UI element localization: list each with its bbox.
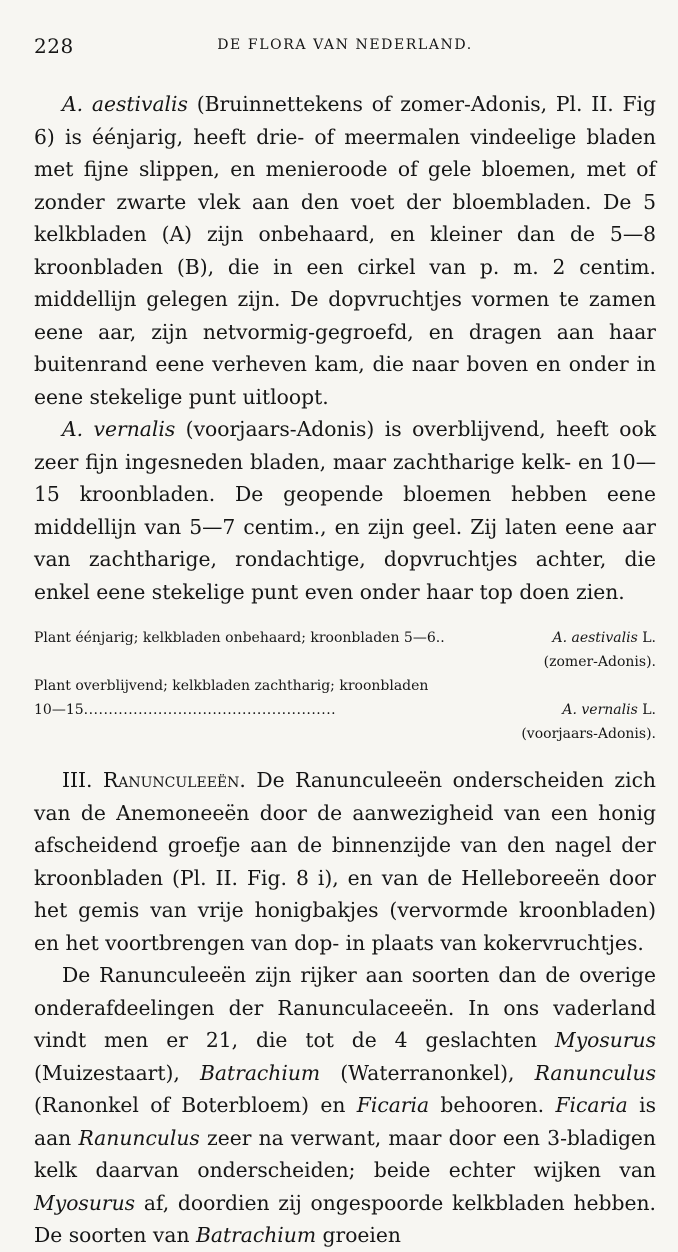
key-species: A. aestivalis L. [552, 630, 656, 646]
key-row [34, 626, 656, 650]
running-title: DE FLORA VAN NEDERLAND. [217, 37, 473, 53]
paragraph-text: (voorjaars-Adonis) is overblijvend, heeft ook zeer fijn ingesneden bladen, maar zachtharige kelk- en 10—15 kroonbladen. De geopende bloemen hebben eene middellijn van 5—7 centim., en zijn geel. Zij laten eene aar van zachtharige, rondachtige, dopvruchtjes achter, die enkel eene stekelige punt even onder haar top doen zien. [34, 417, 656, 604]
paragraph-text: (Bruinnettekens of zomer-Adonis, Pl. II. Fig 6) is éénjarig, heeft drie- of meermalen vindeelige bladen met fijne slippen, en menieroode of gele bloemen, met of zonder zwarte vlek aan den voet der bloembladen. De 5 kelkbladen (A) zijn onbehaard, en kleiner dan de 5—8 kroonbladen (B), die in een cirkel van p. m. 2 centim. middellijn gelegen zijn. De dopvruchtjes vormen te zamen eene aar, zijn netvormig-gegroefd, en dragen aan haar buitenrand eene verheven kam, die naar boven en onder in eene stekelige punt uitloopt. [34, 92, 656, 409]
page-header [34, 34, 656, 58]
key-description: Plant éénjarig; kelkbladen onbehaard; kroonbladen 5—6.. [34, 630, 446, 646]
key-common-name: (zomer-Adonis). [543, 654, 656, 670]
section-heading: Ranunculeeën. [102, 768, 246, 792]
key-row [34, 674, 656, 698]
page-body [34, 88, 656, 1252]
key-species: A. vernalis L. [562, 702, 656, 718]
species-name: A. vernalis [62, 417, 176, 441]
identification-key [34, 626, 656, 746]
paragraph-aestivalis [34, 88, 656, 413]
paragraph-vernalis [34, 413, 656, 608]
key-row [34, 698, 656, 722]
section-numeral: III. [62, 768, 103, 792]
paragraph-text: De Ranunculeeën onderscheiden zich van de Anemoneeën door de aanwezigheid van een honig afscheidend groefje aan de binnenzijde van den nagel der kroonbladen (Pl. II. Fig. 8 i), en van de Helleboreeën door het gemis van vrije honigbakjes (vervormde kroonbladen) en het voortbrengen van dop- in plaats van kokervruchtjes. [34, 768, 656, 955]
paragraph-genera: De Ranunculeeën zijn rijker aan soorten dan de overige onderafdeelingen der Ranunculaceeën. In ons vaderland vindt men er 21, die tot de 4 geslachten Myosurus (Muizestaart), Batrachium (Waterranonkel), Ranunculus (Ranonkel of Boterbloem) en Ficaria behooren. Ficaria is aan Ranunculus zeer na verwant, maar door een 3-bladigen kelk daarvan onderscheiden; beide echter wijken van Myosurus af, doordien zij ongespoorde kelkbladen hebben. De soorten van Batrachium groeien [34, 963, 656, 1247]
species-name: A. aestivalis [62, 92, 188, 116]
key-description: 10—15................................................... [34, 702, 337, 718]
key-description: Plant overblijvend; kelkbladen zachtharig; kroonbladen [34, 678, 429, 694]
page-number: 228 [34, 34, 74, 58]
paragraph-ranunculeeen [34, 764, 656, 959]
key-common-name: (voorjaars-Adonis). [521, 726, 656, 742]
